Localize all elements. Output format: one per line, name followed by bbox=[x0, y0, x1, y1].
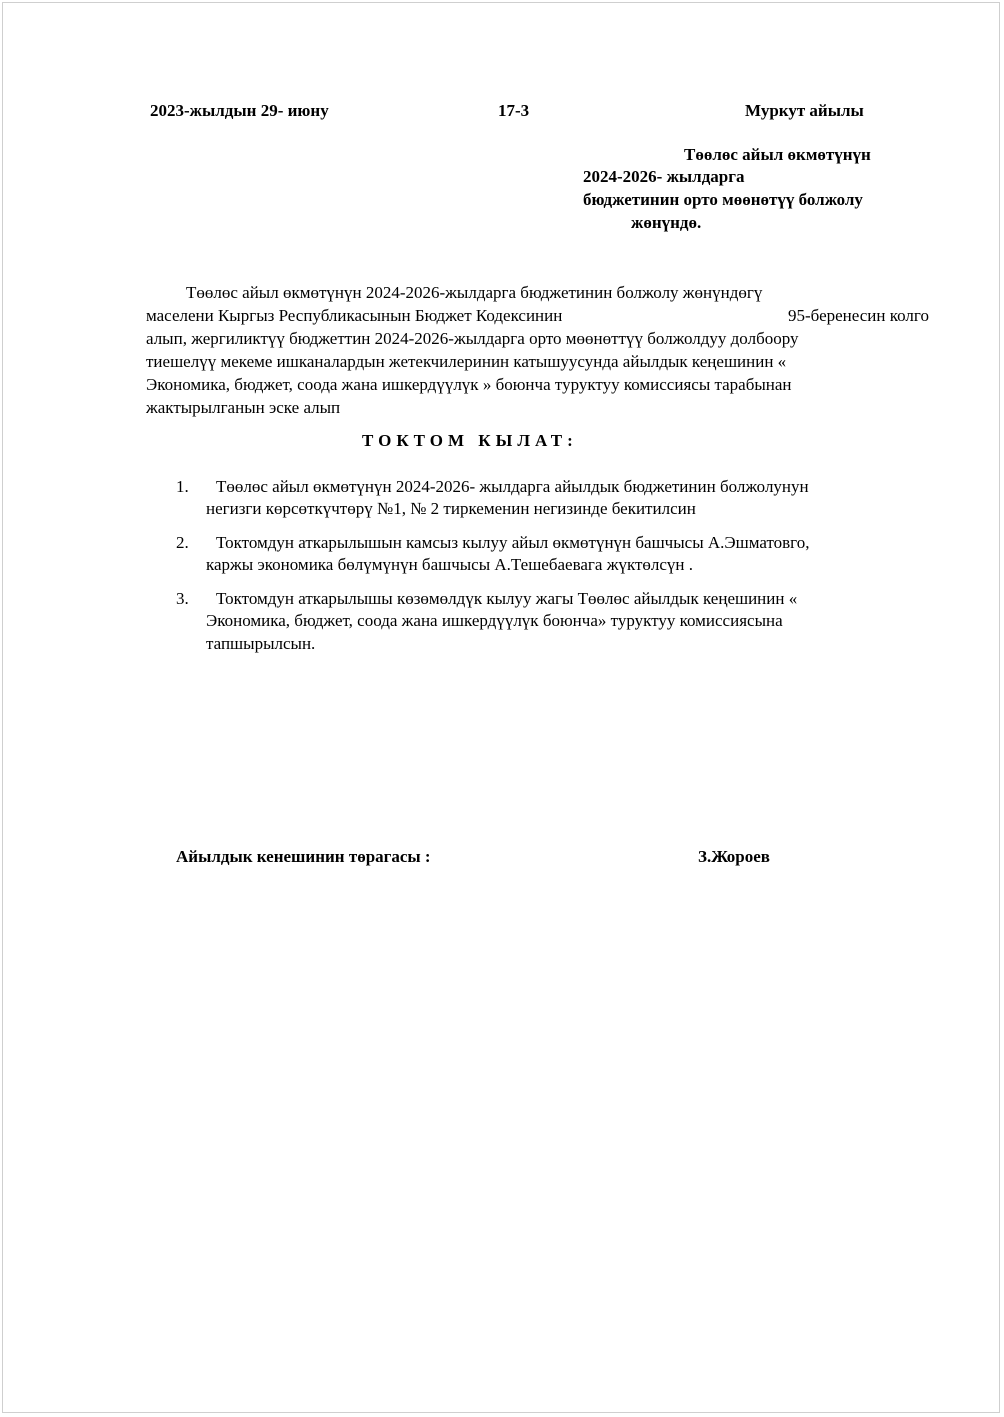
preamble-line-1: Төөлөс айыл өкмөтүнүн 2024-2026-жылдарга бюджетинин болжолу жөнүндөгү bbox=[186, 283, 763, 302]
list-item-line: тапшырылсын. bbox=[206, 634, 316, 653]
list-item-line: негизги көрсөткүчтөрү №1, № 2 тиркеменин негизинде бекитилсин bbox=[206, 499, 696, 518]
list-item-line: Токтомдун аткарылышын камсыз кылуу айыл өкмөтүнүн башчысы А.Эшматовго, bbox=[216, 533, 810, 552]
list-item-number: 2. bbox=[176, 533, 189, 552]
title-line-1: Төөлөс айыл өкмөтүнүн bbox=[684, 145, 871, 164]
document-place: Муркут айылы bbox=[745, 101, 864, 120]
list-item-line: Экономика, бюджет, соода жана ишкердүүлүк боюнча» туруктуу комиссиясына bbox=[206, 611, 783, 630]
page-border bbox=[2, 2, 1000, 1413]
decision-heading: ТОКТОМ КЫЛАТ: bbox=[362, 431, 578, 450]
signature-position: Айылдык кенешинин төрагасы : bbox=[176, 847, 431, 866]
title-line-4: жөнүндө. bbox=[631, 213, 702, 232]
list-item-line: Токтомдун аткарылышы көзөмөлдүк кылуу жагы Төөлөс айылдык кеңешинин « bbox=[216, 589, 798, 608]
signature-name: З.Жороев bbox=[698, 847, 770, 866]
document-number: 17-3 bbox=[498, 101, 530, 120]
document-date: 2023-жылдын 29- июну bbox=[150, 101, 329, 120]
title-line-3: бюджетинин орто мөөнөтүү болжолу bbox=[583, 190, 863, 209]
list-item-line: каржы экономика бөлүмүнүн башчысы А.Тешебаевага жүктөлсүн . bbox=[206, 555, 694, 574]
list-item-line: Төөлөс айыл өкмөтүнүн 2024-2026- жылдарга айылдык бюджетинин болжолунун bbox=[216, 477, 809, 496]
preamble-line-3: алып, жергиликтүү бюджеттин 2024-2026-жылдарга орто мөөнөттүү болжолдуу долбоору bbox=[146, 329, 799, 348]
title-line-2: 2024-2026- жылдарга bbox=[583, 167, 745, 186]
list-item-number: 1. bbox=[176, 477, 189, 496]
preamble-line-5: Экономика, бюджет, соода жана ишкердүүлүк » боюнча туруктуу комиссиясы тарабынан bbox=[146, 375, 792, 394]
preamble-line-6: жактырылганын эске алып bbox=[146, 398, 341, 417]
preamble-line-2a: маселени Кыргыз Республикасынын Бюджет Кодексинин bbox=[146, 306, 563, 325]
list-item-number: 3. bbox=[176, 589, 189, 608]
preamble-line-2b: 95-беренесин колго bbox=[788, 306, 929, 325]
preamble-line-4: тиешелүү мекеме ишканалардын жетекчилеринин катышуусунда айылдык кеңешинин « bbox=[146, 352, 787, 371]
